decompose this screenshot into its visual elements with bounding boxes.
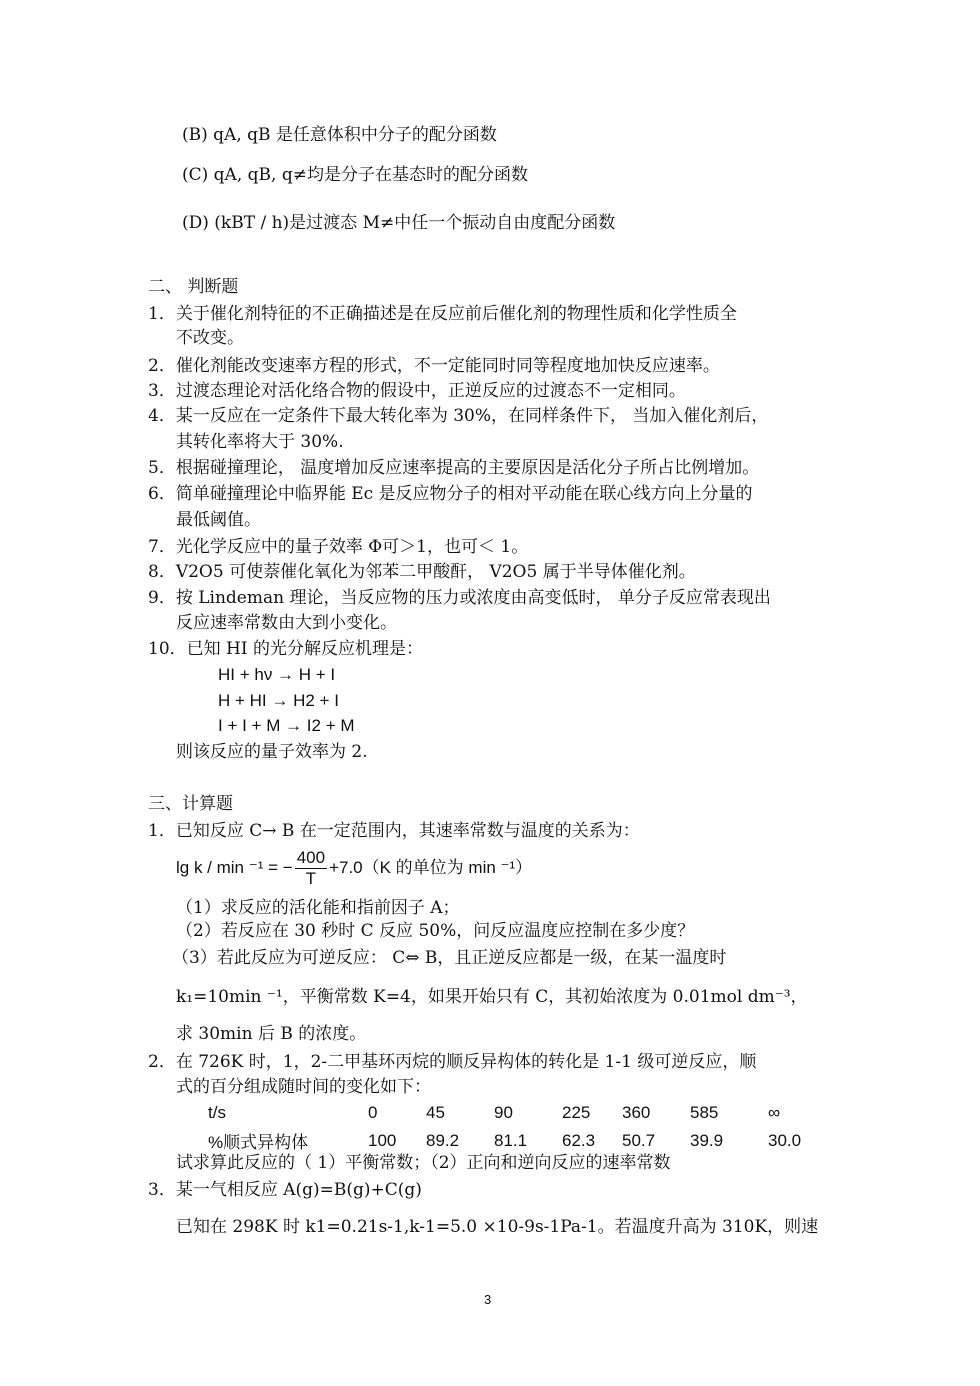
q3-line2: 已知在 298K 时 k1=0.21s-1,k-1=5.0 ×10-9s-1Pa-1。若温度升高为 310K，则速 [176,1217,819,1237]
judge-item: 2．催化剂能改变速率方程的形式，不一定能同时同等程度地加快反应速率。 [148,356,720,376]
page-number: 3 [484,1292,492,1307]
q1-part3: （3）若此反应为可逆反应： C⇔ B，且正逆反应都是一级，在某一温度时 [172,948,727,968]
judge-item: 不改变。 [176,328,244,348]
table-cell: 585 [690,1103,719,1122]
mechanism-step: I + I + M → I2 + M [218,716,355,735]
q2-stem: 2．在 726K 时，1，2-二甲基环丙烷的顺反异构体的转化是 1-1 级可逆反应，顺 [148,1052,757,1072]
rate-equation [176,848,532,889]
equation-numerator: 400 [296,848,326,868]
q3-stem: 3．某一气相反应 A(g)=B(g)+C(g) [148,1180,422,1200]
judge-item: 10．已知 HI 的光分解反应机理是： [148,639,423,659]
table-cell: 39.9 [690,1130,724,1150]
section3-title: 三、计算题 [148,794,233,814]
table-cell: 360 [622,1103,651,1122]
table-cell: t/s [208,1103,226,1122]
table-cell: 90 [494,1103,513,1122]
judge-item: 7．光化学反应中的量子效率 Φ可＞1，也可＜ 1。 [148,537,529,557]
judge-conclusion: 则该反应的量子效率为 2. [176,742,368,762]
option-b: (B) qA, qB 是任意体积中分子的配分函数 [182,125,497,145]
section2-title: 二、 判断题 [148,277,239,297]
q1-part1: （1）求反应的活化能和指前因子 A； [176,898,460,918]
mechanism-step: HI + hν → H + I [218,665,336,684]
judge-item: 反应速率常数由大到小变化。 [176,613,397,633]
table-cell: 81.1 [494,1130,528,1150]
judge-item: 1．关于催化剂特征的不正确描述是在反应前后催化剂的物理性质和化学性质全 [148,304,737,324]
mechanism-step: H + HI → H2 + I [218,691,339,710]
judge-item: 3．过渡态理论对活化络合物的假设中，正逆反应的过渡态不一定相同。 [148,381,686,401]
data-table [190,1100,801,1155]
judge-item: 最低阈值。 [176,510,261,530]
q1-stem: 1．已知反应 C→ B 在一定范围内，其速率常数与温度的关系为： [148,821,640,841]
judge-item: 6．简单碰撞理论中临界能 Ec 是反应物分子的相对平动能在联心线方向上分量的 [148,484,753,504]
equation-right: +7.0（K 的单位为 min ⁻¹） [329,858,533,877]
judge-item: 4．某一反应在一定条件下最大转化率为 30%，在同样条件下， 当加入催化剂后， [148,406,769,426]
table-cell: 62.3 [562,1130,596,1150]
table-cell: %顺式异构体 [208,1133,309,1152]
equation-denominator: T [305,869,317,889]
equation-left: lg k / min ⁻¹ = − [176,858,293,877]
table-cell: 0 [368,1103,378,1122]
q2-ask: 试求算此反应的（ 1）平衡常数；（2）正向和逆向反应的速率常数 [176,1153,671,1173]
option-d: (D) (kBT / h)是过渡态 M≠中任一个振动自由度配分函数 [182,213,616,233]
q1-part3-line2: k₁=10min ⁻¹，平衡常数 K=4，如果开始只有 C，其初始浓度为 0.01mol dm⁻³， [176,987,808,1007]
table-cell: 50.7 [622,1130,656,1150]
option-c: (C) qA, qB, q≠均是分子在基态时的配分函数 [182,165,528,185]
table-cell: 225 [562,1103,591,1122]
q1-part2: （2）若反应在 30 秒时 C 反应 50%，问反应温度应控制在多少度？ [176,921,695,941]
table-cell: 100 [368,1130,397,1150]
table-row [190,1126,801,1155]
table-cell: 89.2 [426,1130,460,1150]
table-row [190,1100,801,1126]
equation-fraction [295,848,327,889]
table-cell: ∞ [768,1103,781,1122]
judge-item: 8．V2O5 可使萘催化氧化为邻苯二甲酸酐， V2O5 属于半导体催化剂。 [148,562,696,582]
judge-item: 其转化率将大于 30%. [176,432,344,452]
table-cell: 45 [426,1103,445,1122]
q2-stem-line2: 式的百分组成随时间的变化如下： [176,1077,431,1097]
table-cell: 30.0 [768,1130,802,1150]
judge-item: 9．按 Lindeman 理论，当反应物的压力或浓度由高变低时， 单分子反应常表现出 [148,588,771,608]
judge-item: 5．根据碰撞理论， 温度增加反应速率提高的主要原因是活化分子所占比例增加。 [148,458,760,478]
q1-part3-line3: 求 30min 后 B 的浓度。 [176,1024,367,1044]
